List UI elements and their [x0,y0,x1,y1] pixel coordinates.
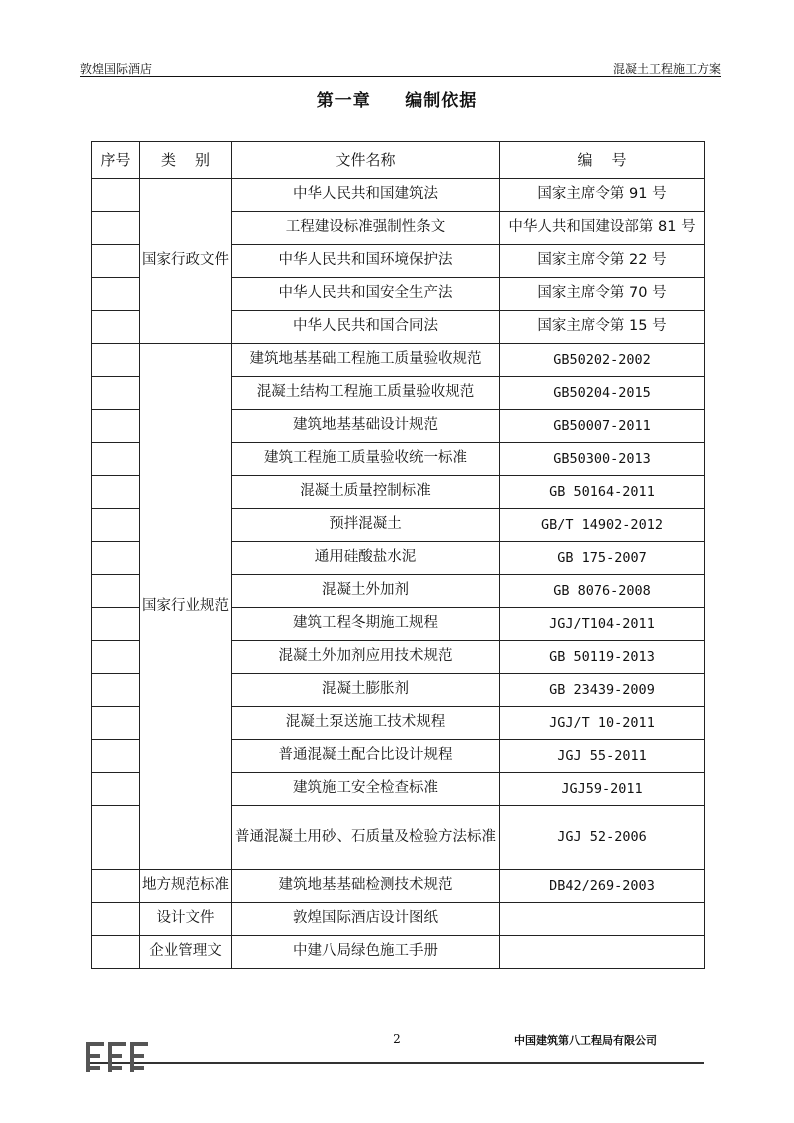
document-name-cell: 混凝土膨胀剂 [232,674,500,707]
document-code-cell: 国家主席令第 91 号 [500,179,705,212]
document-name-cell: 建筑工程冬期施工规程 [232,608,500,641]
document-code-cell: DB42/269-2003 [500,870,705,903]
row-number-cell [92,740,140,773]
page-number: 2 [393,1032,401,1046]
document-name-cell: 混凝土泵送施工技术规程 [232,707,500,740]
row-number-cell [92,476,140,509]
document-code-cell: JGJ59-2011 [500,773,705,806]
document-name-cell: 混凝土质量控制标准 [232,476,500,509]
row-number-cell [92,707,140,740]
category-cell: 地方规范标准 [140,870,232,903]
document-name-cell: 中建八局绿色施工手册 [232,936,500,969]
document-code-cell: JGJ/T104-2011 [500,608,705,641]
row-number-cell [92,344,140,377]
header-project-name: 敦煌国际酒店 [80,62,153,76]
row-number-cell [92,870,140,903]
document-code-cell: GB50300-2013 [500,443,705,476]
document-code-cell: GB/T 14902-2012 [500,509,705,542]
row-number-cell [92,509,140,542]
document-code-cell: GB 175-2007 [500,542,705,575]
row-number-cell [92,212,140,245]
col-header-code: 编 号 [500,142,705,179]
company-logo-icon [84,1040,150,1074]
document-name-cell: 混凝土外加剂应用技术规范 [232,641,500,674]
row-number-cell [92,311,140,344]
document-code-cell: GB50007-2011 [500,410,705,443]
document-code-cell: JGJ/T 10-2011 [500,707,705,740]
col-header-name: 文件名称 [232,142,500,179]
row-number-cell [92,575,140,608]
document-name-cell: 建筑工程施工质量验收统一标准 [232,443,500,476]
row-number-cell [92,608,140,641]
row-number-cell [92,903,140,936]
document-name-cell: 混凝土外加剂 [232,575,500,608]
document-name-cell: 工程建设标准强制性条文 [232,212,500,245]
footer-rule [88,1062,704,1064]
document-name-cell: 中华人民共和国环境保护法 [232,245,500,278]
page-header [80,58,721,77]
document-name-cell: 混凝土结构工程施工质量验收规范 [232,377,500,410]
row-number-cell [92,245,140,278]
table-row [92,344,705,377]
document-code-cell [500,936,705,969]
document-name-cell: 敦煌国际酒店设计图纸 [232,903,500,936]
row-number-cell [92,806,140,870]
footer-company-name: 中国建筑第八工程局有限公司 [514,1034,657,1047]
document-name-cell: 建筑施工安全检查标准 [232,773,500,806]
document-code-cell: GB 8076-2008 [500,575,705,608]
row-number-cell [92,773,140,806]
table-row [92,903,705,936]
document-code-cell: 国家主席令第 22 号 [500,245,705,278]
row-number-cell [92,936,140,969]
category-cell: 设计文件 [140,903,232,936]
table-body [92,179,705,969]
row-number-cell [92,410,140,443]
row-number-cell [92,377,140,410]
document-code-cell: JGJ 55-2011 [500,740,705,773]
category-cell: 国家行业规范 [140,344,232,870]
row-number-cell [92,674,140,707]
document-name-cell: 普通混凝土配合比设计规程 [232,740,500,773]
document-name-cell: 预拌混凝土 [232,509,500,542]
document-code-cell: 国家主席令第 15 号 [500,311,705,344]
document-name-cell: 中华人民共和国安全生产法 [232,278,500,311]
document-code-cell: GB 50164-2011 [500,476,705,509]
table-row [92,179,705,212]
document-name-cell: 通用硅酸盐水泥 [232,542,500,575]
header-document-title: 混凝土工程施工方案 [612,62,721,76]
chapter-title: 第一章 编制依据 [316,91,478,111]
document-name-cell: 中华人民共和国建筑法 [232,179,500,212]
document-code-cell: JGJ 52-2006 [500,806,705,870]
col-header-no: 序号 [92,142,140,179]
category-cell: 企业管理文 [140,936,232,969]
document-code-cell: 中华人共和国建设部第 81 号 [500,212,705,245]
category-cell: 国家行政文件 [140,179,232,344]
document-code-cell: 国家主席令第 70 号 [500,278,705,311]
row-number-cell [92,179,140,212]
document-name-cell: 普通混凝土用砂、石质量及检验方法标准 [232,806,500,870]
document-name-cell: 建筑地基基础工程施工质量验收规范 [232,344,500,377]
table-row [92,936,705,969]
table-header-row [92,142,705,179]
document-name-cell: 中华人民共和国合同法 [232,311,500,344]
document-code-cell: GB 50119-2013 [500,641,705,674]
document-code-cell: GB50204-2015 [500,377,705,410]
table-row [92,870,705,903]
row-number-cell [92,443,140,476]
document-code-cell: GB 23439-2009 [500,674,705,707]
row-number-cell [92,542,140,575]
document-code-cell [500,903,705,936]
document-name-cell: 建筑地基基础设计规范 [232,410,500,443]
document-code-cell: GB50202-2002 [500,344,705,377]
row-number-cell [92,278,140,311]
col-header-category: 类 别 [140,142,232,179]
row-number-cell [92,641,140,674]
reference-documents-table [91,141,705,969]
document-name-cell: 建筑地基基础检测技术规范 [232,870,500,903]
